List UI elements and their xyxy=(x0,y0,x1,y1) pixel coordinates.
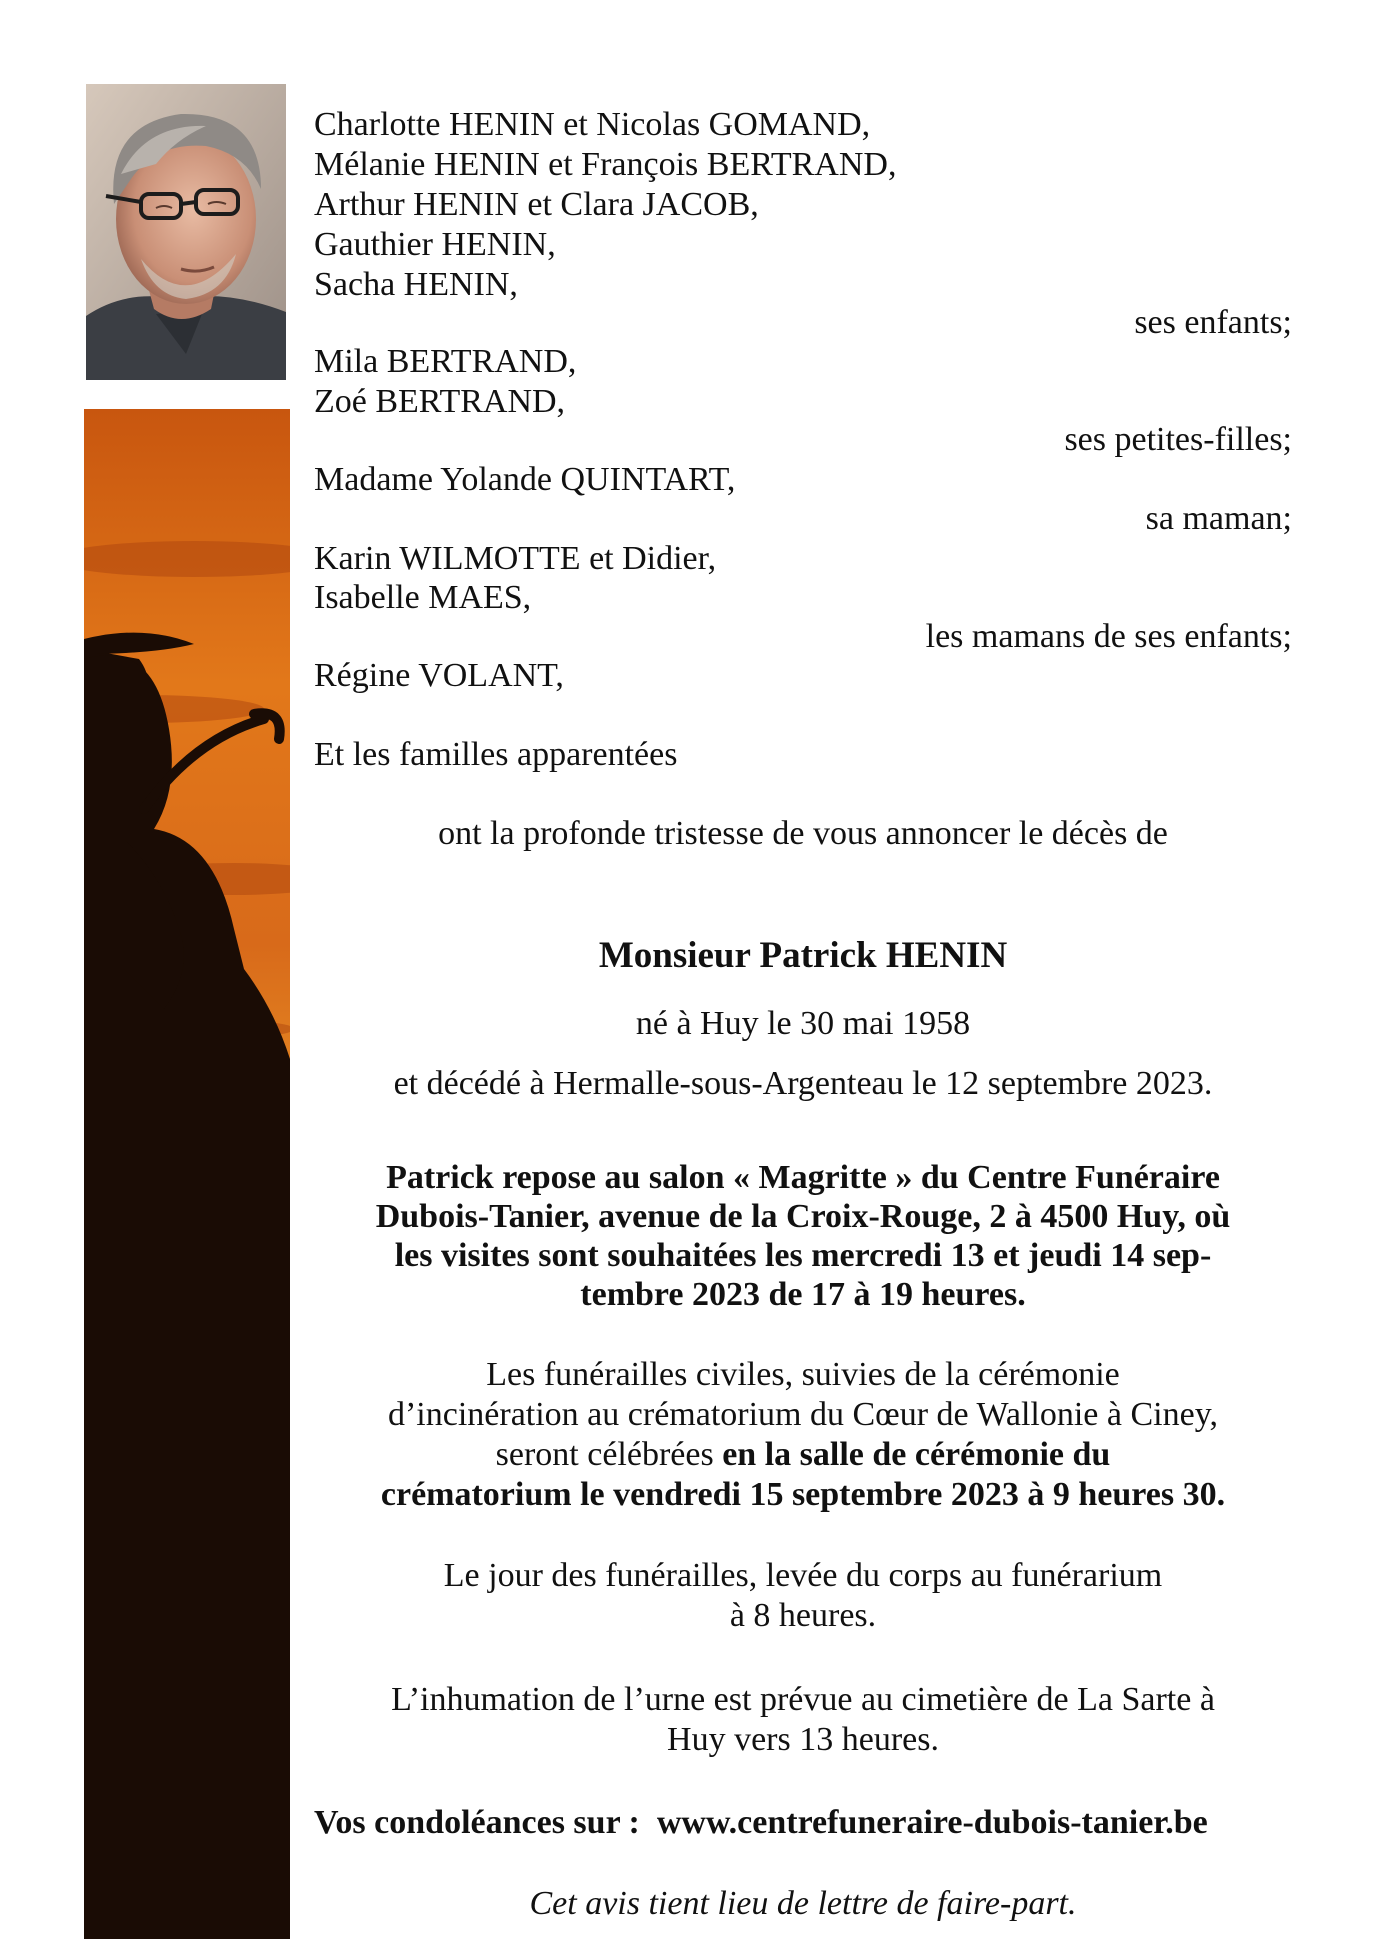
mothers-line-2: Isabelle MAES, xyxy=(314,579,532,616)
families-line: Et les familles apparentées xyxy=(314,736,678,773)
levee-line-1: Le jour des funérailles, levée du corps au funérarium xyxy=(443,1557,1163,1594)
funeral-line-1: Les funérailles civiles, suivies de la cérémonie xyxy=(486,1356,1120,1393)
condolences-line xyxy=(314,1803,1208,1843)
companion-line: Régine VOLANT, xyxy=(314,657,564,694)
child-line-2: Mélanie HENIN et François BERTRAND, xyxy=(314,146,897,183)
mothers-relation-label: les mamans de ses enfants; xyxy=(925,618,1292,655)
birth-line: né à Huy le 30 mai 1958 xyxy=(635,1005,971,1042)
sunset-saxophonist-image xyxy=(84,409,290,1939)
children-relation-label: ses enfants; xyxy=(1134,304,1292,341)
burial-line-1: L’inhumation de l’urne est prévue au cimetière de La Sarte à xyxy=(391,1681,1215,1718)
child-line-1: Charlotte HENIN et Nicolas GOMAND, xyxy=(314,106,871,143)
funeral-line-3-bold: en la salle de cérémonie du xyxy=(722,1436,1111,1473)
deceased-name: Monsieur Patrick HENIN xyxy=(598,935,1008,976)
granddaughter-line-1: Mila BERTRAND, xyxy=(314,343,577,380)
mothers-line-1: Karin WILMOTTE et Didier, xyxy=(314,540,717,577)
child-line-4: Gauthier HENIN, xyxy=(314,226,556,263)
notice-line: Cet avis tient lieu de lettre de faire-part. xyxy=(529,1885,1077,1922)
portrait-photo xyxy=(86,84,286,380)
burial-line-2: Huy vers 13 heures. xyxy=(667,1721,939,1758)
granddaughter-line-2: Zoé BERTRAND, xyxy=(314,383,566,420)
mother-relation-label: sa maman; xyxy=(1145,500,1292,537)
mother-line: Madame Yolande QUINTART, xyxy=(314,461,736,498)
funeral-line-3-normal: seront célébrées xyxy=(495,1436,723,1473)
condolences-label: Vos condoléances sur : xyxy=(314,1804,640,1841)
child-line-3: Arthur HENIN et Clara JACOB, xyxy=(314,186,759,223)
death-line: et décédé à Hermalle-sous-Argenteau le 12 septembre 2023. xyxy=(393,1065,1213,1102)
funeral-line-3 xyxy=(314,1435,1292,1475)
announcement-line: ont la profonde tristesse de vous annoncer le décès de xyxy=(438,815,1168,852)
funeral-line-4: crématorium le vendredi 15 septembre 2023 à 9 heures 30. xyxy=(380,1476,1226,1513)
visitation-line-3: les visites sont souhaitées les mercredi 13 et jeudi 14 sep- xyxy=(394,1237,1212,1274)
visitation-line-2: Dubois-Tanier, avenue de la Croix-Rouge, 2 à 4500 Huy, où xyxy=(375,1198,1231,1235)
condolences-url[interactable]: www.centrefuneraire-dubois-tanier.be xyxy=(656,1804,1208,1841)
visitation-line-4: tembre 2023 de 17 à 19 heures. xyxy=(580,1276,1026,1313)
levee-line-2: à 8 heures. xyxy=(729,1597,877,1634)
funeral-line-2: d’incinération au crématorium du Cœur de Wallonie à Ciney, xyxy=(387,1396,1218,1433)
granddaughters-relation-label: ses petites-filles; xyxy=(1064,421,1292,458)
visitation-line-1: Patrick repose au salon « Magritte » du Centre Funéraire xyxy=(386,1159,1220,1196)
child-line-5: Sacha HENIN, xyxy=(314,266,518,303)
